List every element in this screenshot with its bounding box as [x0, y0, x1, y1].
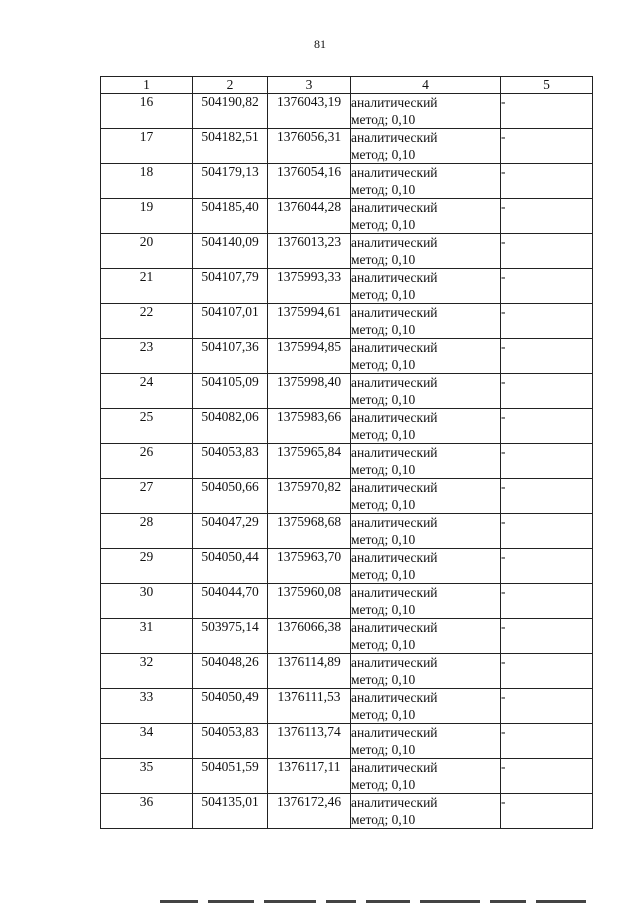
y-coordinate-cell: 1375960,08	[268, 584, 351, 619]
x-coordinate-cell: 504050,44	[193, 549, 268, 584]
method-cell	[351, 164, 501, 199]
method-name: аналитический	[351, 515, 438, 530]
point-number-cell: 16	[101, 94, 193, 129]
header-col-3: 3	[268, 77, 351, 94]
note-cell: -	[501, 549, 593, 584]
point-number-cell: 24	[101, 374, 193, 409]
table-row	[101, 374, 593, 409]
method-accuracy: метод; 0,10	[351, 812, 416, 827]
method-name: аналитический	[351, 480, 438, 495]
method-name: аналитический	[351, 305, 438, 320]
note-cell: -	[501, 619, 593, 654]
method-accuracy: метод; 0,10	[351, 742, 416, 757]
note-cell: -	[501, 199, 593, 234]
y-coordinate-cell: 1376013,23	[268, 234, 351, 269]
note-cell: -	[501, 374, 593, 409]
method-accuracy: метод; 0,10	[351, 427, 416, 442]
table-row	[101, 444, 593, 479]
method-cell	[351, 654, 501, 689]
table-row	[101, 619, 593, 654]
table-row	[101, 759, 593, 794]
point-number-cell: 32	[101, 654, 193, 689]
method-accuracy: метод; 0,10	[351, 147, 416, 162]
point-number-cell: 25	[101, 409, 193, 444]
method-cell	[351, 199, 501, 234]
method-name: аналитический	[351, 95, 438, 110]
y-coordinate-cell: 1376054,16	[268, 164, 351, 199]
method-cell	[351, 304, 501, 339]
page-number: 81	[314, 37, 326, 51]
method-accuracy: метод; 0,10	[351, 462, 416, 477]
y-coordinate-cell: 1375994,61	[268, 304, 351, 339]
method-accuracy: метод; 0,10	[351, 217, 416, 232]
x-coordinate-cell: 503975,14	[193, 619, 268, 654]
method-name: аналитический	[351, 270, 438, 285]
header-col-1: 1	[101, 77, 193, 94]
method-accuracy: метод; 0,10	[351, 532, 416, 547]
note-cell: -	[501, 654, 593, 689]
x-coordinate-cell: 504182,51	[193, 129, 268, 164]
table-row	[101, 654, 593, 689]
table-header-row	[101, 77, 593, 94]
y-coordinate-cell: 1376113,74	[268, 724, 351, 759]
method-accuracy: метод; 0,10	[351, 497, 416, 512]
header-col-4: 4	[351, 77, 501, 94]
header-col-5: 5	[501, 77, 593, 94]
x-coordinate-cell: 504051,59	[193, 759, 268, 794]
method-name: аналитический	[351, 375, 438, 390]
table-row	[101, 199, 593, 234]
x-coordinate-cell: 504140,09	[193, 234, 268, 269]
method-cell	[351, 514, 501, 549]
header-col-2: 2	[193, 77, 268, 94]
note-cell: -	[501, 794, 593, 829]
coordinates-table	[100, 76, 593, 829]
method-cell	[351, 759, 501, 794]
note-cell: -	[501, 269, 593, 304]
note-cell: -	[501, 584, 593, 619]
method-accuracy: метод; 0,10	[351, 392, 416, 407]
x-coordinate-cell: 504053,83	[193, 444, 268, 479]
method-name: аналитический	[351, 235, 438, 250]
point-number-cell: 20	[101, 234, 193, 269]
table-row	[101, 304, 593, 339]
method-accuracy: метод; 0,10	[351, 777, 416, 792]
method-accuracy: метод; 0,10	[351, 322, 416, 337]
note-cell: -	[501, 479, 593, 514]
y-coordinate-cell: 1375963,70	[268, 549, 351, 584]
point-number-cell: 21	[101, 269, 193, 304]
note-cell: -	[501, 759, 593, 794]
y-coordinate-cell: 1375965,84	[268, 444, 351, 479]
y-coordinate-cell: 1376044,28	[268, 199, 351, 234]
method-accuracy: метод; 0,10	[351, 182, 416, 197]
point-number-cell: 30	[101, 584, 193, 619]
table-body	[101, 94, 593, 829]
point-number-cell: 27	[101, 479, 193, 514]
x-coordinate-cell: 504107,36	[193, 339, 268, 374]
point-number-cell: 31	[101, 619, 193, 654]
y-coordinate-cell: 1375968,68	[268, 514, 351, 549]
table-row	[101, 94, 593, 129]
table-row	[101, 409, 593, 444]
method-name: аналитический	[351, 655, 438, 670]
point-number-cell: 28	[101, 514, 193, 549]
method-name: аналитический	[351, 725, 438, 740]
x-coordinate-cell: 504190,82	[193, 94, 268, 129]
method-accuracy: метод; 0,10	[351, 287, 416, 302]
x-coordinate-cell: 504050,49	[193, 689, 268, 724]
x-coordinate-cell: 504044,70	[193, 584, 268, 619]
x-coordinate-cell: 504105,09	[193, 374, 268, 409]
method-cell	[351, 584, 501, 619]
method-cell	[351, 94, 501, 129]
method-name: аналитический	[351, 340, 438, 355]
y-coordinate-cell: 1375970,82	[268, 479, 351, 514]
table-row	[101, 514, 593, 549]
point-number-cell: 22	[101, 304, 193, 339]
table-row	[101, 129, 593, 164]
y-coordinate-cell: 1376043,19	[268, 94, 351, 129]
method-cell	[351, 129, 501, 164]
x-coordinate-cell: 504107,79	[193, 269, 268, 304]
method-accuracy: метод; 0,10	[351, 567, 416, 582]
table-row	[101, 584, 593, 619]
method-cell	[351, 549, 501, 584]
x-coordinate-cell: 504179,13	[193, 164, 268, 199]
method-accuracy: метод; 0,10	[351, 672, 416, 687]
point-number-cell: 35	[101, 759, 193, 794]
method-name: аналитический	[351, 410, 438, 425]
point-number-cell: 34	[101, 724, 193, 759]
table-row	[101, 724, 593, 759]
y-coordinate-cell: 1375993,33	[268, 269, 351, 304]
point-number-cell: 26	[101, 444, 193, 479]
point-number-cell: 29	[101, 549, 193, 584]
point-number-cell: 23	[101, 339, 193, 374]
method-name: аналитический	[351, 760, 438, 775]
note-cell: -	[501, 514, 593, 549]
table-row	[101, 164, 593, 199]
x-coordinate-cell: 504135,01	[193, 794, 268, 829]
x-coordinate-cell: 504048,26	[193, 654, 268, 689]
x-coordinate-cell: 504053,83	[193, 724, 268, 759]
y-coordinate-cell: 1375998,40	[268, 374, 351, 409]
method-cell	[351, 409, 501, 444]
point-number-cell: 19	[101, 199, 193, 234]
method-cell	[351, 269, 501, 304]
method-accuracy: метод; 0,10	[351, 707, 416, 722]
method-accuracy: метод; 0,10	[351, 637, 416, 652]
x-coordinate-cell: 504050,66	[193, 479, 268, 514]
method-name: аналитический	[351, 795, 438, 810]
y-coordinate-cell: 1376172,46	[268, 794, 351, 829]
point-number-cell: 36	[101, 794, 193, 829]
method-name: аналитический	[351, 130, 438, 145]
table-row	[101, 234, 593, 269]
method-name: аналитический	[351, 445, 438, 460]
table-row	[101, 794, 593, 829]
method-name: аналитический	[351, 550, 438, 565]
method-cell	[351, 374, 501, 409]
method-name: аналитический	[351, 165, 438, 180]
note-cell: -	[501, 129, 593, 164]
note-cell: -	[501, 164, 593, 199]
point-number-cell: 17	[101, 129, 193, 164]
point-number-cell: 18	[101, 164, 193, 199]
note-cell: -	[501, 94, 593, 129]
note-cell: -	[501, 689, 593, 724]
y-coordinate-cell: 1375983,66	[268, 409, 351, 444]
method-cell	[351, 234, 501, 269]
y-coordinate-cell: 1375994,85	[268, 339, 351, 374]
method-cell	[351, 444, 501, 479]
method-name: аналитический	[351, 620, 438, 635]
y-coordinate-cell: 1376066,38	[268, 619, 351, 654]
note-cell: -	[501, 234, 593, 269]
method-cell	[351, 479, 501, 514]
note-cell: -	[501, 409, 593, 444]
method-cell	[351, 689, 501, 724]
method-accuracy: метод; 0,10	[351, 602, 416, 617]
method-accuracy: метод; 0,10	[351, 357, 416, 372]
point-number-cell: 33	[101, 689, 193, 724]
method-name: аналитический	[351, 690, 438, 705]
y-coordinate-cell: 1376114,89	[268, 654, 351, 689]
note-cell: -	[501, 724, 593, 759]
method-cell	[351, 794, 501, 829]
x-coordinate-cell: 504047,29	[193, 514, 268, 549]
x-coordinate-cell: 504185,40	[193, 199, 268, 234]
method-cell	[351, 724, 501, 759]
y-coordinate-cell: 1376117,11	[268, 759, 351, 794]
table-row	[101, 269, 593, 304]
method-accuracy: метод; 0,10	[351, 112, 416, 127]
x-coordinate-cell: 504082,06	[193, 409, 268, 444]
table-row	[101, 479, 593, 514]
method-cell	[351, 339, 501, 374]
table-row	[101, 339, 593, 374]
method-name: аналитический	[351, 585, 438, 600]
note-cell: -	[501, 339, 593, 374]
note-cell: -	[501, 304, 593, 339]
table-row	[101, 549, 593, 584]
x-coordinate-cell: 504107,01	[193, 304, 268, 339]
method-accuracy: метод; 0,10	[351, 252, 416, 267]
y-coordinate-cell: 1376056,31	[268, 129, 351, 164]
note-cell: -	[501, 444, 593, 479]
method-cell	[351, 619, 501, 654]
cut-off-text-line	[160, 896, 630, 905]
y-coordinate-cell: 1376111,53	[268, 689, 351, 724]
table-row	[101, 689, 593, 724]
method-name: аналитический	[351, 200, 438, 215]
